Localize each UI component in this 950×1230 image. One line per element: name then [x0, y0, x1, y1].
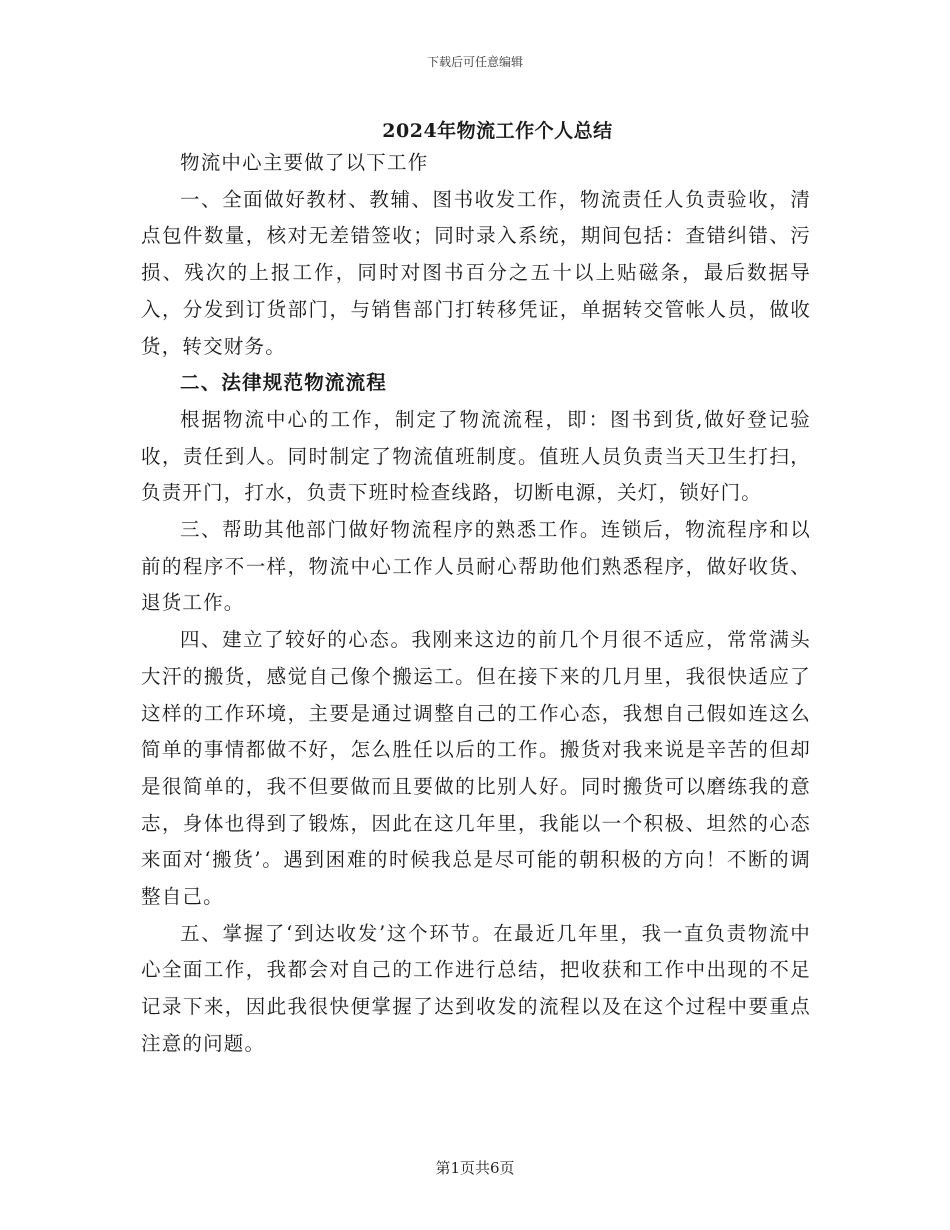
section-three-paragraph: 三、帮助其他部门做好物流程序的熟悉工作。连锁后，物流程序和以前的程序不一样，物流中心工作人员耐心帮助他们熟悉程序，做好收货、退货工作。 [141, 518, 811, 615]
section-two-heading: 二、法律规范物流流程 [180, 371, 388, 395]
download-note: 下载后可任意编辑 [426, 55, 523, 69]
document-title: 2024年物流工作个人总结 [382, 120, 613, 142]
section-four-paragraph: 四、建立了较好的心态。我刚来这边的前几个月很不适应，常常满头大汗的搬货，感觉自己像个搬运工。但在接下来的几月里，我很快适应了这样的工作环境，主要是通过调整自己的工作心态，我想自己假如连这么简单的事情都做不好，怎么胜任以后的工作。搬货对我来说是辛苦的但却是很简单的，我不但要做而且要做的比别人好。同时搬货可以磨练我的意志，身体也得到了锻炼，因此在这几年里，我能以一个积极、坦然的心态来面对‘搬货’。遇到困难的时候我总是尽可能的朝积极的方向！不断的调整自己。 [141, 628, 811, 909]
document-body [141, 145, 811, 1063]
page-number: 第1页共6页 [435, 1159, 515, 1177]
section-two-paragraph: 根据物流中心的工作，制定了物流流程，即：图书到货,做好登记验收，责任到人。同时制定了物流值班制度。值班人员负责当天卫生打扫，负责开门，打水，负责下班时检查线路，切断电源，关灯，锁好门。 [141, 407, 811, 505]
section-one-paragraph: 一、全面做好教材、教辅、图书收发工作，物流责任人负责验收，清点包件数量，核对无差错签收；同时录入系统，期间包括：查错纠错、污损、残次的上报工作，同时对图书百分之五十以上贴磁条，最后数据导入，分发到订货部门，与销售部门打转移凭证，单据转交管帐人员，做收货，转交财务。 [141, 187, 811, 358]
section-five-paragraph: 五、掌握了‘到达收发’这个环节。在最近几年里，我一直负责物流中心全面工作，我都会对自己的工作进行总结，把收获和工作中出现的不足记录下来，因此我很快便掌握了达到收发的流程以及在这个过程中要重点注意的问题。 [141, 921, 811, 1055]
intro-paragraph: 物流中心主要做了以下工作 [180, 151, 429, 174]
